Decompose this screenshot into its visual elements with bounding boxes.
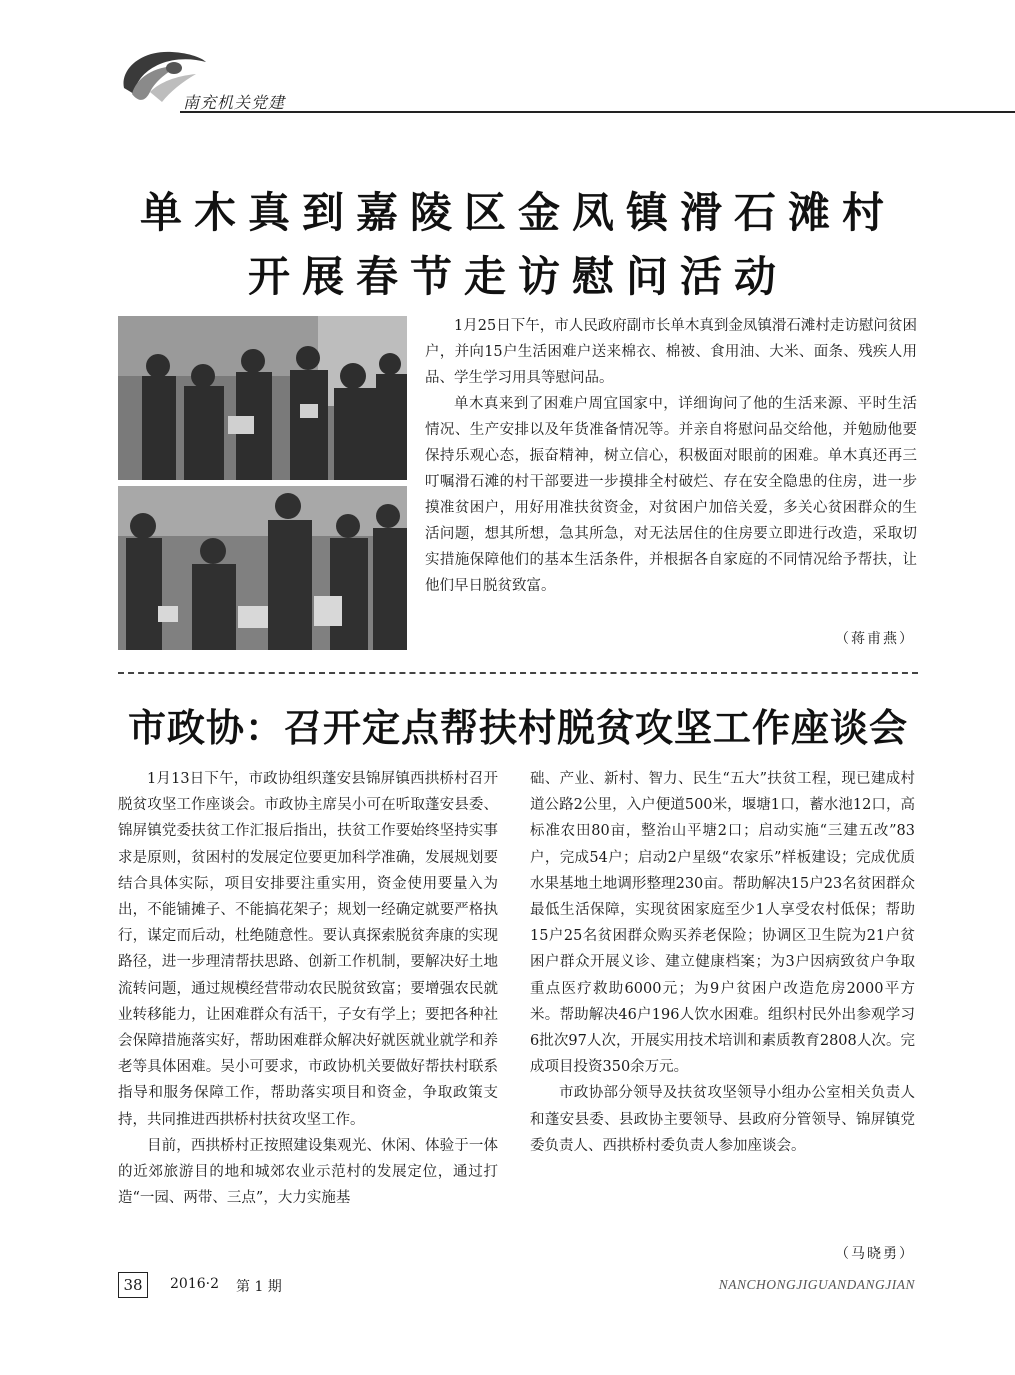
news-photo-1 — [118, 316, 407, 480]
article-divider — [118, 672, 918, 674]
page-number: 38 — [118, 1272, 148, 1298]
journal-title: 南充机关党建 — [183, 93, 286, 112]
journal-english-name: NANCHONGJIGUANDANGJIAN — [718, 1277, 915, 1292]
article1-paragraph-2: 单木真来到了困难户周宜国家中，详细询问了他的生活来源、平时生活情况、生产安排以及年货准备情况等。并亲自将慰问品交给他，并勉励他要保持乐观心态，振奋精神，树立信心，积极面对眼前的困难。单木真还再三叮嘱滑石滩的村干部要进一步摸排全村破烂、存在安全隐患的住房，进一步摸准贫困户，用好用准扶贫资金，对贫困户加倍关爱，多关心贫困群众的生活问题，想其所想，急其所急，对无法居住的住房要立即进行改造，采取切实措施保障他们的基本生活条件，并根据各自家庭的不同情况给予帮扶，让他们早日脱贫致富。 — [425, 396, 917, 594]
article1-paragraph-1: 1月25日下午，市人民政府副市长单木真到金凤镇滑石滩村走访慰问贫困户，并向15户生活困难户送来棉衣、棉被、食用油、大米、面条、残疾人用品、学生学习用具等慰问品。 — [425, 318, 917, 386]
article1-author: （蒋甫燕） — [835, 631, 915, 647]
issue-date: 2016·2 — [170, 1276, 219, 1292]
article1-title-line1: 单木真到嘉陵区金凤镇滑石滩村 — [139, 188, 896, 237]
article2-author: （马晓勇） — [835, 1246, 915, 1262]
article2-paragraph-2-continued: 础、产业、新村、智力、民生“五大”扶贫工程，现已建成村道公路2公里，入户便道500米，堰塘1口，蓄水池12口，高标准农田80亩，整治山平塘2口；启动实施“三建五改”83户，完成54户；启动2户星级“农家乐”样板建设；完成优质水果基地土地调形整理230亩。帮助解决15户23名贫困群众最低生活保障，实现贫困家庭至少1人享受农村低保；帮助15户25名贫困群众购买养老保险；协调区卫生院为21户贫困户群众开展义诊、建立健康档案；为3户因病致贫户争取重点医疗救助6000元；为9户贫困户改造危房2000平方米。帮助解决46户196人饮水困难。组织村民外出参观学习6批次97人次，开展实用技术培训和素质教育2808人次。完成项目投资350余万元。 — [530, 771, 915, 1076]
article2-paragraph-1: 1月13日下午，市政协组织蓬安县锦屏镇西拱桥村召开脱贫攻坚工作座谈会。市政协主席吴小可在听取蓬安县委、锦屏镇党委扶贫工作汇报后指出，扶贫工作要始终坚持实事求是原则，贫困村的发展定位要更加科学准确，发展规划要结合具体实际，项目安排要注重实用，资金使用要量入为出，不能铺摊子、不能搞花架子；规划一经确定就要严格执行，谋定而后动，杜绝随意性。要认真探索脱贫奔康的实现路径，进一步理清帮扶思路、创新工作机制，要解决好土地流转问题，通过规模经营带动农民脱贫致富；要增强农民就业转移能力，让困难群众有活干，子女有学上；要把各种社会保障措施落实好，帮助困难群众解决好就医就业就学和养老等具体困难。吴小可要求，市政协机关要做好帮扶村联系指导和服务保障工作，帮助落实项目和资金，争取政策支持，共同推进西拱桥村扶贫攻坚工作。 — [118, 771, 498, 1128]
issue-number: 第 1 期 — [236, 1279, 282, 1295]
article2-paragraph-3: 市政协部分领导及扶贫攻坚领导小组办公室相关负责人和蓬安县委、县政协主要领导、县政府分管领导、锦屏镇党委负责人、西拱桥村委负责人参加座谈会。 — [530, 1085, 915, 1154]
article2-column-left — [118, 766, 498, 1211]
news-photo-2 — [118, 486, 407, 650]
header-rule — [180, 111, 1015, 113]
article2-title: 市政协：召开定点帮扶村脱贫攻坚工作座谈会 — [127, 706, 908, 750]
article1-body — [425, 313, 917, 599]
article2-column-right — [530, 766, 915, 1159]
article2-paragraph-2: 目前，西拱桥村正按照建设集观光、休闲、体验于一体的近郊旅游目的地和城郊农业示范村的发展定位，通过打造“一园、两带、三点”，大力实施基 — [118, 1137, 498, 1207]
article1-title-line2: 开展春节走访慰问活动 — [247, 252, 788, 301]
